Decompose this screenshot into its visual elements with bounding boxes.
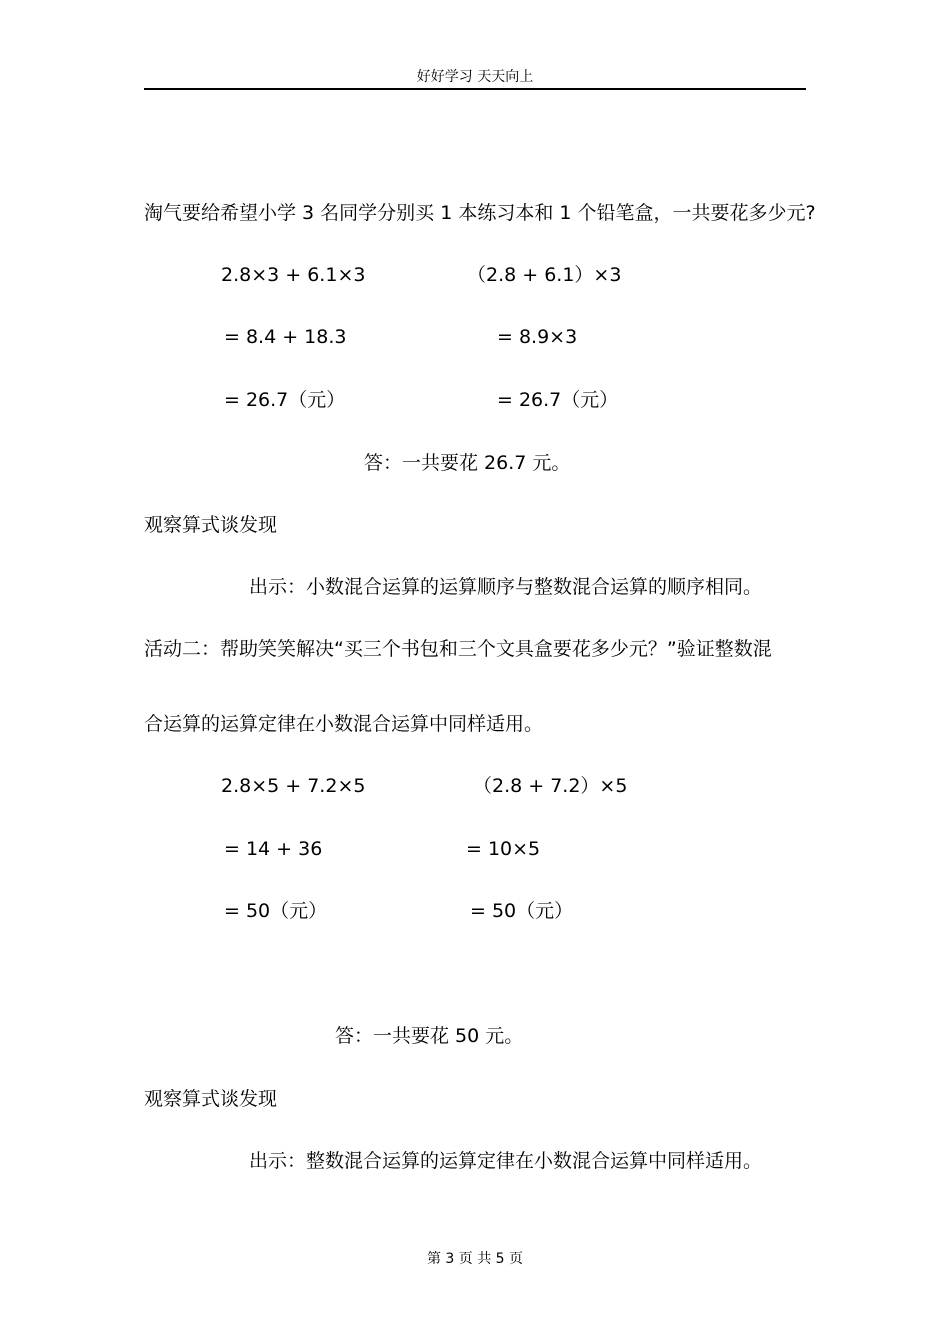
activity-text-line-1: 活动二：帮助笑笑解决“买三个书包和三个文具盒要花多少元？”验证整数混: [144, 638, 772, 660]
calc-right-line-3: = 26.7（元）: [497, 389, 619, 411]
calc2-left-line-3: = 50（元）: [224, 900, 328, 922]
calc-right-line-2: = 8.9×3: [497, 326, 578, 348]
conclusion2-text: 出示：整数混合运算的运算定律在小数混合运算中同样适用。: [249, 1150, 763, 1172]
answer-text: 答：一共要花 26.7 元。: [364, 452, 571, 474]
conclusion-text: 出示：小数混合运算的运算顺序与整数混合运算的顺序相同。: [249, 576, 763, 598]
page-header: 好好学习 天天向上: [416, 69, 534, 85]
calc2-right-line-3: = 50（元）: [470, 900, 574, 922]
calc-right-line-1: （2.8 + 6.1）×3: [467, 264, 622, 286]
calc2-left-line-1: 2.8×5 + 7.2×5: [221, 775, 366, 797]
page-footer: 第 3 页 共 5 页: [426, 1251, 524, 1267]
observe-heading: 观察算式谈发现: [144, 514, 278, 536]
activity-text-line-2: 合运算的运算定律在小数混合运算中同样适用。: [144, 713, 544, 735]
calc2-right-line-1: （2.8 + 7.2）×5: [473, 775, 628, 797]
calc2-left-line-2: = 14 + 36: [224, 838, 323, 860]
calc-left-line-1: 2.8×3 + 6.1×3: [221, 264, 366, 286]
observe2-heading: 观察算式谈发现: [144, 1088, 278, 1110]
answer2-text: 答：一共要花 50 元。: [335, 1025, 524, 1047]
calc2-right-line-2: = 10×5: [466, 838, 541, 860]
calc-left-line-3: = 26.7（元）: [224, 389, 346, 411]
calc-left-line-2: = 8.4 + 18.3: [224, 326, 347, 348]
header-rule: [144, 88, 806, 90]
problem-text: 淘气要给希望小学 3 名同学分别买 1 本练习本和 1 个铅笔盒，一共要花多少元?: [144, 202, 816, 224]
